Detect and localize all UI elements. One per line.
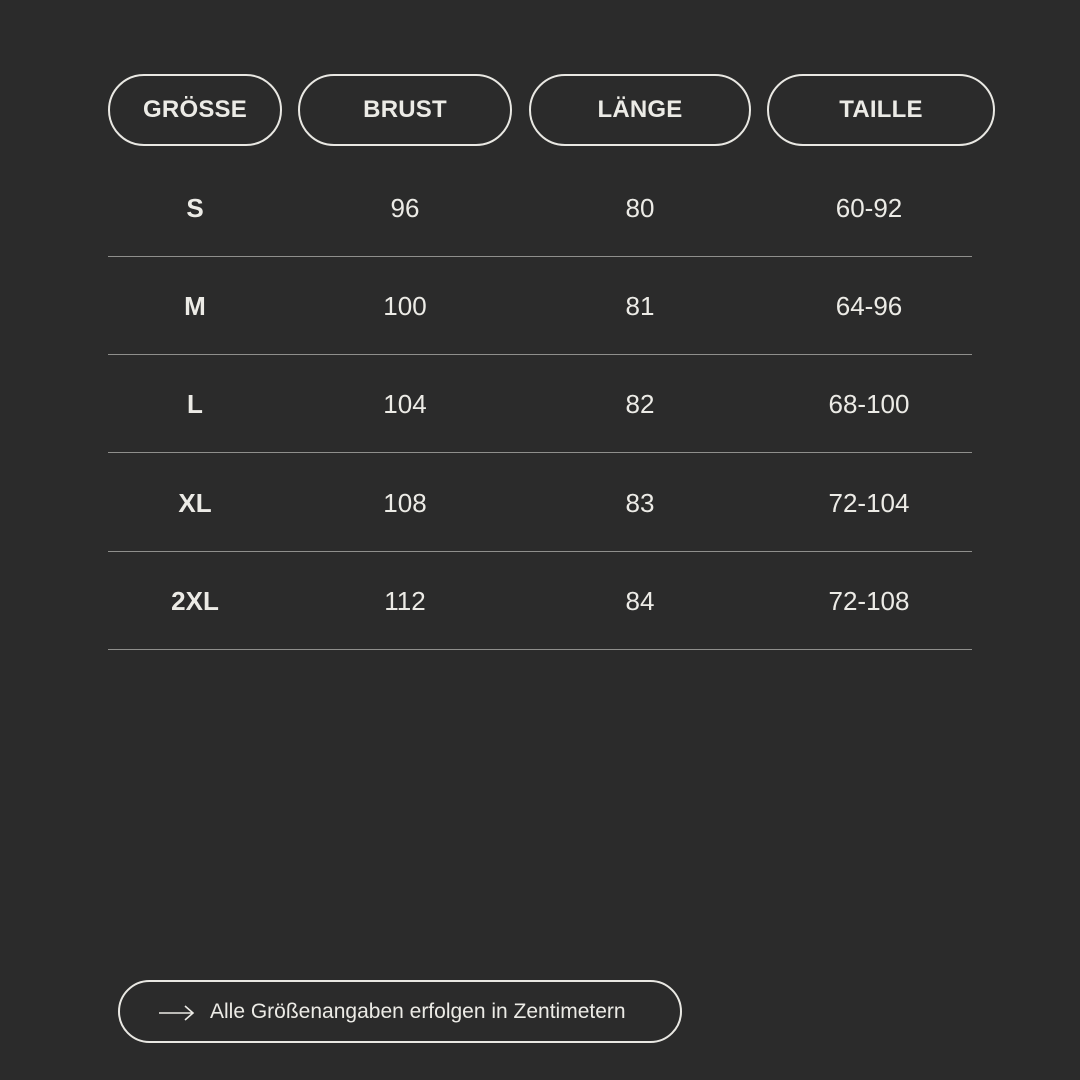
chest-cell: 112 [384, 586, 426, 616]
row-divider [108, 551, 972, 552]
row-divider [108, 354, 972, 355]
row-divider [108, 452, 972, 453]
chest-cell: 96 [390, 193, 420, 223]
header-waist: TAILLE [767, 74, 995, 146]
size-cell: S [186, 193, 204, 223]
waist-cell: 60-92 [835, 193, 903, 223]
length-cell: 80 [625, 193, 655, 223]
table-row [108, 356, 972, 453]
table-row [108, 553, 972, 650]
row-divider [108, 649, 972, 650]
arrow-right-icon [158, 1002, 196, 1024]
table-row [108, 258, 972, 355]
length-cell: 83 [625, 488, 655, 518]
table-row [108, 160, 972, 257]
size-cell: XL [178, 488, 212, 518]
waist-cell: 64-96 [835, 291, 903, 321]
chest-cell: 100 [383, 291, 427, 321]
size-cell: M [184, 291, 206, 321]
length-cell: 84 [625, 586, 655, 616]
waist-cell: 72-104 [828, 488, 910, 518]
header-chest: BRUST [298, 74, 512, 146]
length-cell: 82 [625, 389, 655, 419]
size-cell: L [187, 389, 203, 419]
header-size: GRÖSSE [108, 74, 282, 146]
length-cell: 81 [625, 291, 655, 321]
units-note [118, 980, 682, 1043]
waist-cell: 72-108 [828, 586, 910, 616]
table-row [108, 455, 972, 552]
chest-cell: 104 [383, 389, 427, 419]
waist-cell: 68-100 [828, 389, 910, 419]
row-divider [108, 256, 972, 257]
units-note-text: Alle Größenangaben erfolgen in Zentimetern [210, 999, 626, 1023]
header-length: LÄNGE [529, 74, 751, 146]
chest-cell: 108 [383, 488, 427, 518]
size-cell: 2XL [171, 586, 219, 616]
